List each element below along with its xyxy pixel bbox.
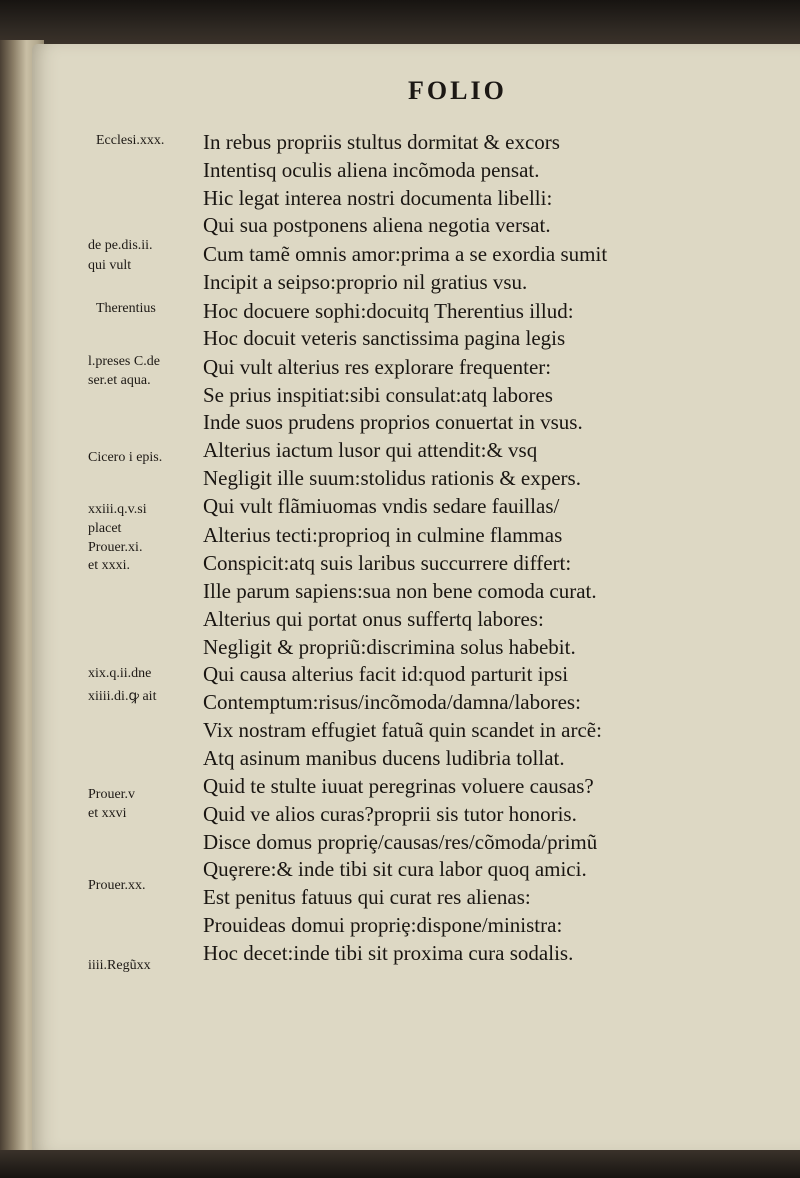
verse-line: Hoc docuit veteris sanctissima pagina legis [203, 326, 566, 350]
verse-line: Quȩrere:& inde tibi sit cura labor quoq amici. [203, 857, 587, 881]
verse-line: Quid ve alios curas?proprii sis tutor honoris. [203, 802, 577, 826]
margin-note: Cicero i epis. [88, 450, 163, 465]
book-binding-top [0, 0, 800, 48]
margin-note: xix.q.ii.dne [88, 666, 152, 681]
margin-note: Prouer.xx. [88, 878, 146, 893]
margin-note: xxiii.q.v.si [88, 502, 147, 517]
margin-note: de pe.dis.ii. [88, 238, 153, 253]
verse-line: Qui sua postponens aliena negotia versat. [203, 213, 551, 237]
verse-line: Hic legat interea nostri documenta libelli: [203, 186, 553, 210]
verse-line: Alterius iactum lusor qui attendit:& vsq [203, 438, 538, 462]
verse-line: Hoc docuere sophi:docuitq Therentius illud: [203, 299, 574, 323]
margin-note: xiiii.di.ꝙ ait [88, 689, 157, 704]
verse-line: Disce domus propriȩ/causas/res/cõmoda/primũ [203, 830, 598, 854]
verse-line: Contemptum:risus/incõmoda/damna/labores: [203, 690, 581, 714]
margin-note: Ecclesi.xxx. [96, 133, 165, 148]
margin-note: Prouer.v [88, 787, 136, 802]
verse-line: Alterius qui portat onus suffertq labores: [203, 607, 544, 631]
verse-line: Negligit ille suum:stolidus rationis & expers. [203, 466, 581, 490]
folio-header: FOLIO [408, 76, 507, 105]
margin-note: iiii.Regũxx [88, 958, 151, 973]
margin-note: Prouer.xi. [88, 540, 143, 555]
verse-line: Quid te stulte iuuat peregrinas voluere causas? [203, 774, 594, 798]
book-binding-bottom [0, 1150, 800, 1178]
verse-line: Alterius tecti:proprioq in culmine flammas [203, 523, 563, 547]
verse-line: Hoc decet:inde tibi sit proxima cura sodalis. [203, 941, 574, 965]
margin-note: et xxvi [88, 806, 127, 821]
margin-note: qui vult [88, 258, 132, 273]
margin-note: Therentius [96, 301, 156, 316]
verse-line: Atq asinum manibus ducens ludibria tollat. [203, 746, 565, 770]
verse-line: Incipit a seipso:proprio nil gratius vsu. [203, 270, 528, 294]
margin-note: l.preses C.de [88, 354, 160, 369]
verse-line: Cum tamẽ omnis amor:prima a se exordia sumit [203, 242, 608, 266]
verse-line: Inde suos prudens proprios conuertat in vsus. [203, 410, 583, 434]
verse-line: Ille parum sapiens:sua non bene comoda curat. [203, 579, 597, 603]
margin-note: placet [88, 521, 122, 536]
margin-note: et xxxi. [88, 558, 130, 573]
verse-line: Prouideas domui propriȩ:dispone/ministra: [203, 913, 563, 937]
verse-line: Intentisq oculis aliena incõmoda pensat. [203, 158, 540, 182]
verse-line: Est penitus fatuus qui curat res alienas: [203, 885, 531, 909]
verse-line: Qui vult flãmiuomas vndis sedare fauillas/ [203, 494, 560, 518]
verse-line: Vix nostram effugiet fatuã quin scandet in arcẽ: [203, 718, 602, 742]
verse-line: Conspicit:atq suis laribus succurrere differt: [203, 551, 572, 575]
margin-note: ser.et aqua. [88, 373, 151, 388]
verse-line: Negligit & propriũ:discrimina solus habebit. [203, 635, 576, 659]
verse-line: Se prius inspitiat:sibi consulat:atq labores [203, 383, 553, 407]
verse-line: In rebus propriis stultus dormitat & excors [203, 130, 560, 154]
verse-line: Qui vult alterius res explorare frequenter: [203, 355, 552, 379]
verse-line: Qui causa alterius facit id:quod parturit ipsi [203, 662, 569, 686]
